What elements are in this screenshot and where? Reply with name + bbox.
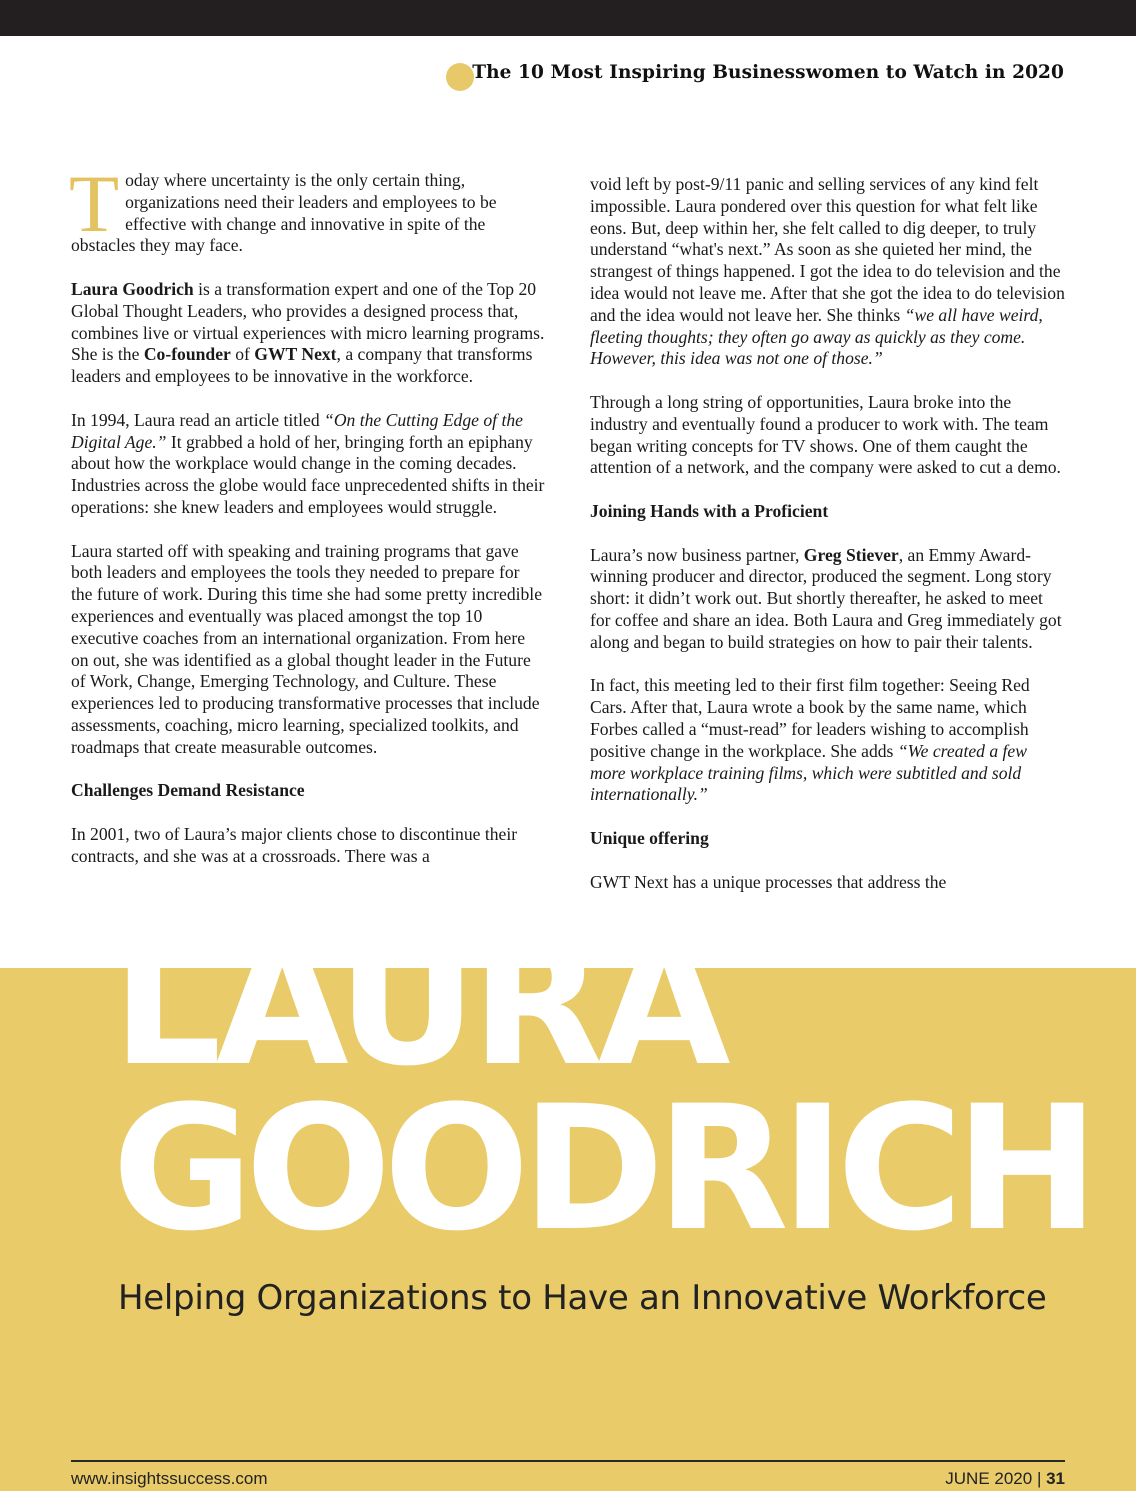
drop-cap: T (69, 158, 120, 249)
article-left-column (69, 158, 545, 868)
paragraph: Laura Goodrich is a transformation expert and one of the Top 20 Global Thought Leaders, who provides a designed process that, combines live or virtual experiences with micro learning programs. She is the Co-founder of GWT Next, a company that transforms leaders and employees to be innovative in the workforce. (71, 278, 545, 387)
footer-issue: JUNE 2020 | 31 (945, 1469, 1065, 1488)
top-bar (0, 0, 1136, 36)
intro-paragraph: Today where uncertainty is the only certain thing, organizations need their leaders and employees to be effective with change and innovative in spite of the obstacles they may face. (69, 158, 497, 256)
article-right-column (590, 174, 1066, 893)
paragraph: In 1994, Laura read an article titled “On the Cutting Edge of the Digital Age.” It grabbed a hold of her, bringing forth an epiphany about how the workplace would change in the coming decades. Industries across the globe would face unprecedented shifts in their operations: she knew leaders and employees would struggle. (71, 409, 545, 517)
paragraph: void left by post-9/11 panic and selling services of any kind felt impossible. Laura pondered over this question for what felt like eons. But, deep within her, she felt called to dig deeper, to truly understand “what's next.” As soon as she quieted her mind, the strangest of things happened. I got the idea to do television and the idea would not leave me. After that she got the idea to do television and the idea would not leave her. She thinks “we all have weird, fleeting thoughts; they often go away as quickly as they come. However, this idea was not one of those.” (590, 174, 1065, 369)
header-title: The 10 Most Inspiring Businesswomen to Watch in 2020 (472, 62, 1064, 83)
paragraph: Laura’s now business partner, Greg Stiever, an Emmy Award-winning producer and director, produced the segment. Long story short: it didn’t work out. But shortly thereafter, he asked to meet for coffee and share an idea. Both Laura and Greg immediately got along and began to build strategies on how to pair their talents. (590, 544, 1062, 652)
paragraph: In fact, this meeting led to their first film together: Seeing Red Cars. After that, Laura wrote a book by the same name, which Forbes called a “must-read” for leaders wishing to accomplish positive change in the workplace. She adds “We created a few more workplace training films, which were subtitled and sold internationally.” (590, 675, 1030, 805)
section-subhead: Challenges Demand Resistance (71, 780, 305, 801)
paragraph: GWT Next has a unique processes that address the (590, 871, 947, 892)
banner-tagline: Helping Organizations to Have an Innovative Workforce (118, 1278, 1047, 1318)
banner-name-last: GOODRICH (112, 1068, 1092, 1269)
paragraph: Through a long string of opportunities, Laura broke into the industry and eventually found a producer to work with. The team began writing concepts for TV shows. One of them caught the attention of a network, and the company were asked to cut a demo. (590, 391, 1061, 478)
paragraph: Laura started off with speaking and training programs that gave both leaders and employees the tools they needed to prepare for the future of work. During this time she had some pretty incredible experiences and eventually was placed amongst the top 10 executive coaches from an international organization. From here on out, she was identified as a global thought leader in the Future of Work, Change, Emerging Technology, and Culture. These experiences led to producing transformative processes that include assessments, coaching, micro learning, specialized toolkits, and roadmaps that create measurable outcomes. (71, 540, 543, 757)
paragraph: In 2001, two of Laura’s major clients chose to discontinue their contracts, and she was at a crossroads. There was a (71, 823, 518, 866)
section-subhead: Unique offering (590, 827, 709, 848)
footer-url: www.insightssuccess.com (71, 1469, 268, 1488)
footer-divider (71, 1460, 1065, 1462)
page-number: 31 (1046, 1469, 1065, 1488)
header-dot-icon (446, 63, 474, 91)
banner-name-first: LAURA (112, 903, 725, 1104)
section-subhead: Joining Hands with a Proficient (590, 500, 829, 521)
